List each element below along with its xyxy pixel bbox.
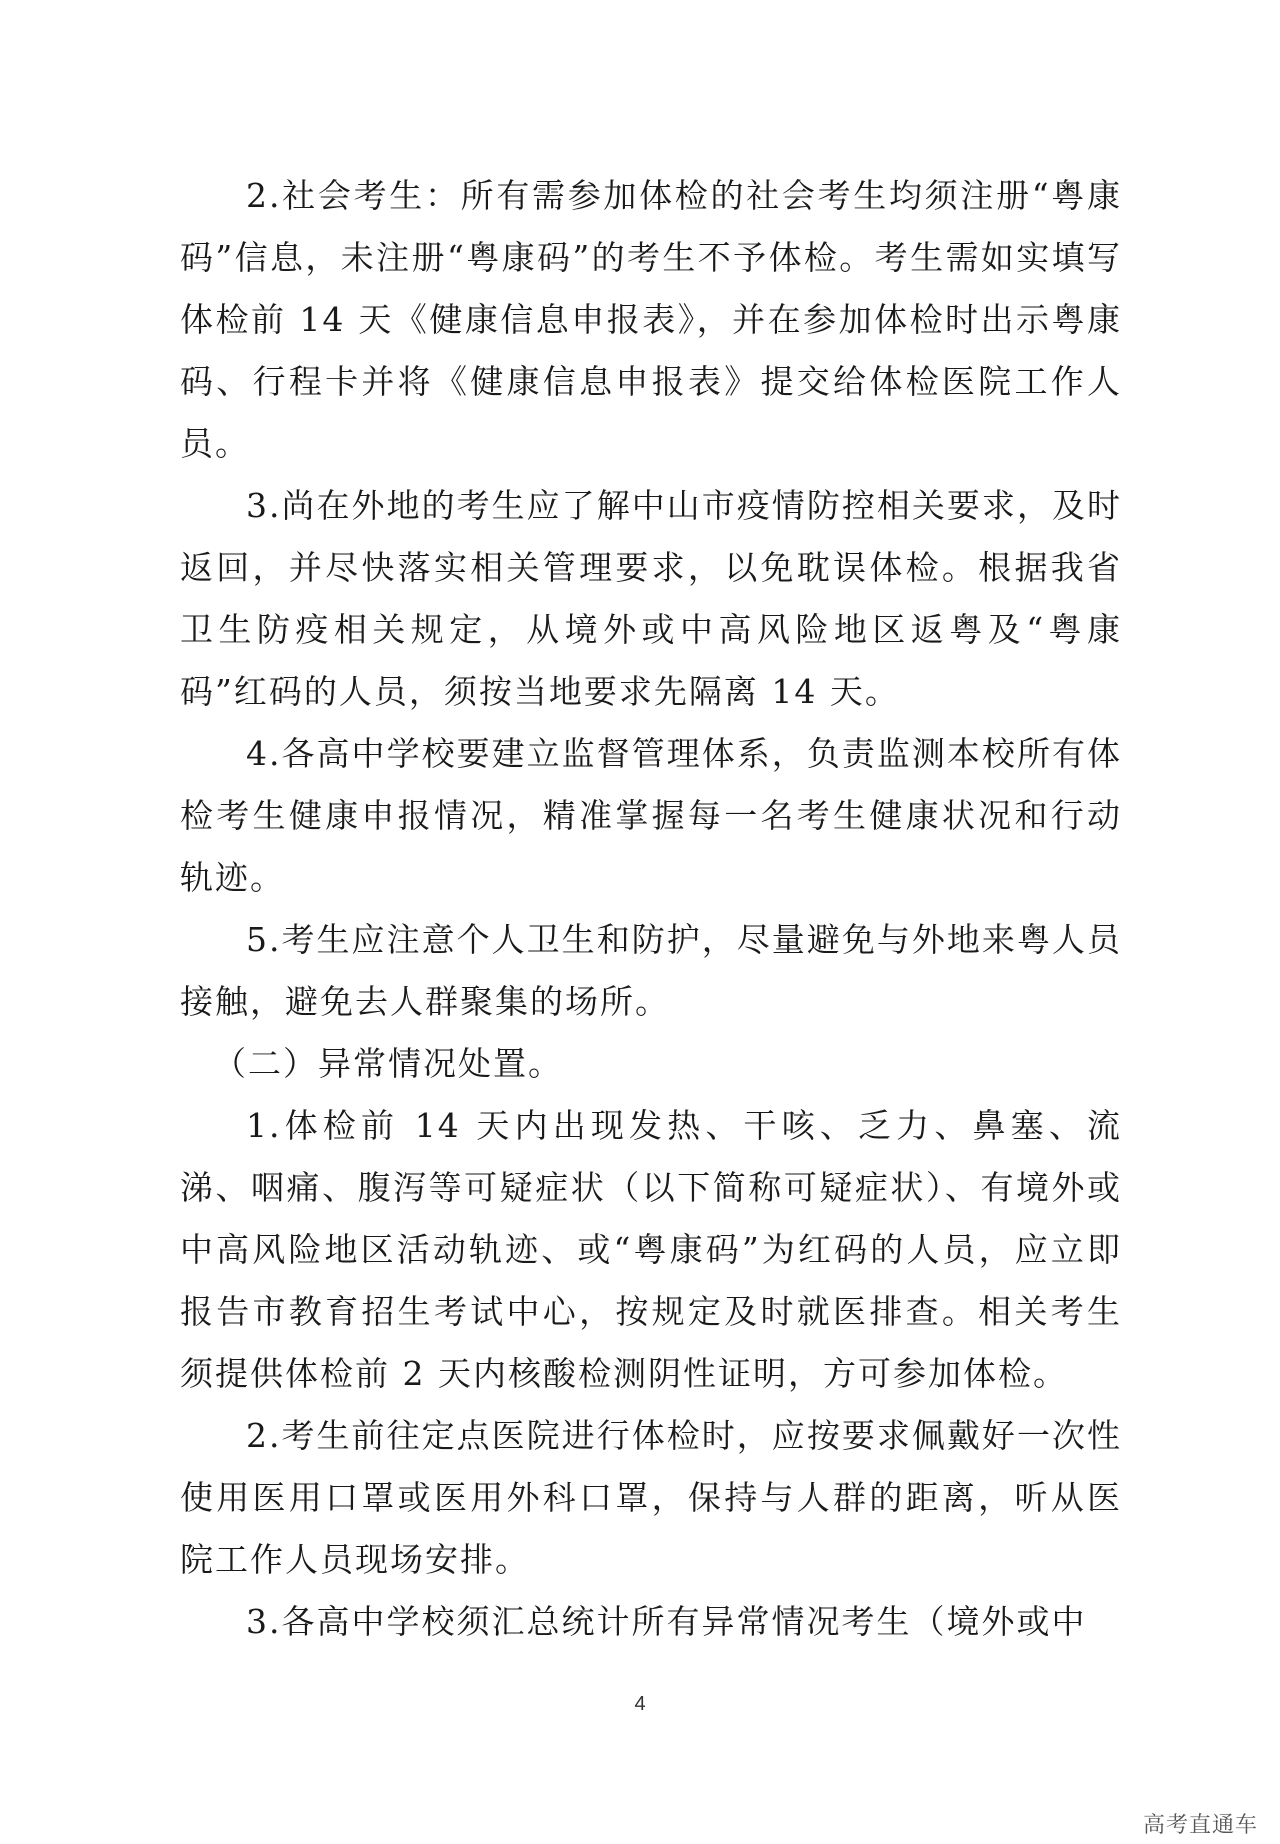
page-number: 4 (634, 1693, 646, 1715)
paragraph-mask-requirements: 2.考生前往定点医院进行体检时，应按要求佩戴好一次性使用医用口罩或医用外科口罩，保持与人群的距离，听从医院工作人员现场安排。 (180, 1416, 1122, 1579)
paragraph-out-of-town-candidates: 3.尚在外地的考生应了解中山市疫情防控相关要求，及时返回，并尽快落实相关管理要求，以免耽误体检。根据我省卫生防疫相关规定，从境外或中高风险地区返粤及“粤康码”红码的人员，须按当地要求先隔离 14 天。 (180, 486, 1122, 711)
section-heading-abnormal-situations: （二）异常情况处置。 (213, 1044, 563, 1083)
paragraph-personal-hygiene: 5.考生应注意个人卫生和防护，尽量避免与外地来粤人员接触，避免去人群聚集的场所。 (180, 920, 1122, 1021)
paragraph-school-supervision: 4.各高中学校要建立监督管理体系，负责监测本校所有体检考生健康申报情况，精准掌握每一名考生健康状况和行动轨迹。 (180, 734, 1122, 897)
watermark-text: 高考直通车 (1142, 1813, 1258, 1838)
paragraph-social-candidates: 2.社会考生：所有需参加体检的社会考生均须注册“粤康码”信息，未注册“粤康码”的考生不予体检。考生需如实填写体检前 14 天《健康信息申报表》，并在参加体检时出示粤康码、行程卡并将《健康信息申报表》提交给体检医院工作人员。 (180, 176, 1122, 463)
body-text (180, 165, 1122, 1653)
paragraph-symptom-reporting: 1.体检前 14 天内出现发热、干咳、乏力、鼻塞、流涕、咽痛、腹泻等可疑症状（以下简称可疑症状）、有境外或中高风险地区活动轨迹、或“粤康码”为红码的人员，应立即报告市教育招生考试中心，按规定及时就医排查。相关考生须提供体检前 2 天内核酸检测阴性证明，方可参加体检。 (180, 1106, 1122, 1393)
paragraph-school-statistics: 3.各高中学校须汇总统计所有异常情况考生（境外或中 (246, 1602, 1087, 1641)
